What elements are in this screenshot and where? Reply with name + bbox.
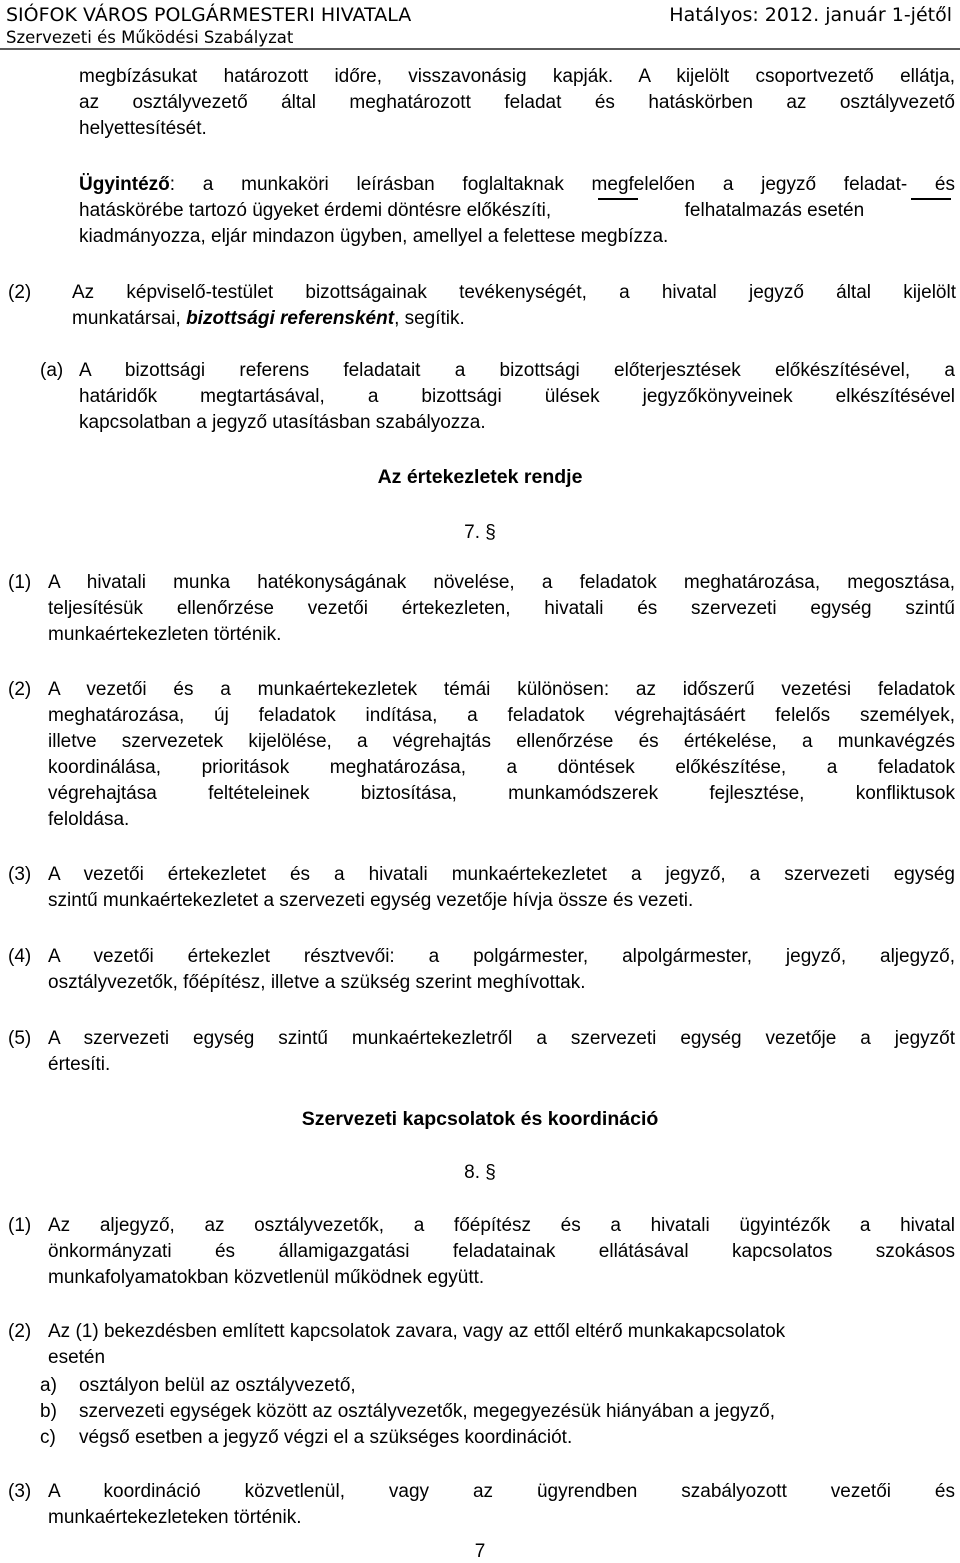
subparagraph-label: (a) [40, 360, 64, 381]
intro-line-1: megbízásukat határozott időre, visszavonásig kapják. A kijelölt csoportvezető ellátja, [79, 66, 955, 87]
page-header [0, 0, 960, 50]
s7p4-line-1: A vezetői értekezlet résztvevői: a polgármester, alpolgármester, jegyző, aljegyző, [48, 946, 955, 967]
s7p2-line-6: feloldása. [48, 809, 130, 830]
s7p1-line-1: A hivatali munka hatékonyságának növelése, a feladatok meghatározása, megosztása, [48, 572, 955, 593]
s8p3-line-2: munkaértekezleteken történik. [48, 1507, 302, 1528]
header-subtitle: Szervezeti és Működési Szabályzat [6, 28, 294, 47]
header-title: SIÓFOK VÁROS POLGÁRMESTERI HIVATALA [6, 4, 412, 26]
s7p2-line-2: meghatározása, új feladatok indítása, a feladatok végrehajtásáért felelős személyek, [48, 705, 955, 726]
p2a-line-3: kapcsolatban a jegyző utasításban szabályozza. [79, 412, 486, 433]
dash [598, 198, 638, 200]
s7p5-line-1: A szervezeti egység szintű munkaértekezletről a szervezeti egység vezetője a jegyzőt [48, 1028, 955, 1049]
p2-line-2: munkatársai, bizottsági referensként, segítik. [72, 308, 465, 329]
paragraph-number: (1) [8, 572, 32, 593]
p2a-line-1: A bizottsági referens feladatait a bizottsági előterjesztések előkészítésével, a [79, 360, 955, 381]
ugyintezo-line-1: Ügyintéző: a munkaköri leírásban foglaltaknak megfelelően a jegyző feladat- és [79, 174, 955, 195]
s8p1-line-2: önkormányzati és államigazgatási feladatainak ellátásával kapcsolatos szokásos [48, 1241, 955, 1262]
bizottsagi-referens-term: bizottsági referensként [186, 308, 395, 329]
s7p1-line-3: munkaértekezleten történik. [48, 624, 282, 645]
s8p2-line-1: Az (1) bekezdésben említett kapcsolatok zavara, vagy az ettől eltérő munkakapcsolatok [48, 1321, 786, 1342]
paragraph-number: (2) [8, 1321, 32, 1342]
section-number: 8. § [464, 1162, 496, 1183]
ugyintezo-line-3: kiadmányozza, eljár mindazon ügyben, amellyel a felettese megbízza. [79, 226, 669, 247]
s7p2-line-3: illetve szervezetek kijelölése, a végrehajtás ellenőrzése és értékelése, a munkavégzés [48, 731, 955, 752]
list-item-label: c) [40, 1427, 56, 1448]
p2-line-1: Az képviselő-testület bizottságainak tevékenységét, a hivatal jegyző által kijelölt [72, 282, 956, 303]
list-item-label: a) [40, 1375, 57, 1396]
section-heading: Az értekezletek rendje [377, 466, 583, 488]
section-number: 7. § [464, 522, 496, 543]
s7p5-line-2: értesíti. [48, 1054, 111, 1075]
paragraph-number: (3) [8, 864, 32, 885]
list-item-label: b) [40, 1401, 57, 1422]
s8p1-line-1: Az aljegyző, az osztályvezetők, a főépítész és a hivatali ügyintézők a hivatal [48, 1215, 955, 1236]
paragraph-number: (2) [8, 282, 32, 303]
paragraph-number: (1) [8, 1215, 32, 1236]
ugyintezo-term: Ügyintéző [79, 174, 170, 195]
paragraph-number: (2) [8, 679, 32, 700]
s7p2-line-4: koordinálása, prioritások meghatározása, a döntések előkészítése, a feladatok [48, 757, 955, 778]
s8p3-line-1: A koordináció közvetlenül, vagy az ügyrendben szabályozott vezetői és [48, 1481, 955, 1502]
ugyintezo-line-2: hatáskörébe tartozó ügyeket érdemi döntésre előkészíti, felhatalmazás esetén [79, 198, 955, 224]
s7p3-line-1: A vezetői értekezletet és a hivatali munkaértekezletet a jegyző, a szervezeti egység [48, 864, 955, 885]
s7p2-line-1: A vezetői és a munkaértekezletek témái különösen: az időszerű vezetési feladatok [48, 679, 955, 700]
s8p2-line-2: esetén [48, 1347, 106, 1368]
header-effective-date: Hatályos: 2012. január 1-jétől [669, 4, 952, 26]
intro-line-2: az osztályvezető által meghatározott feladat és hatáskörben az osztályvezető [79, 92, 955, 113]
list-item: végső esetben a jegyző végzi el a szükséges koordinációt. [79, 1427, 573, 1448]
s8p1-line-3: munkafolyamatokban közvetlenül működnek együtt. [48, 1267, 485, 1288]
list-item: osztályon belül az osztályvezető, [79, 1375, 356, 1396]
page-number: 7 [474, 1541, 486, 1562]
dash [911, 198, 951, 200]
list-item: szervezeti egységek között az osztályvezetők, megegyezésük hiányában a jegyző, [79, 1401, 775, 1422]
paragraph-number: (5) [8, 1028, 32, 1049]
s7p3-line-2: szintű munkaértekezletet a szervezeti egység vezetője hívja össze és vezeti. [48, 890, 694, 911]
s7p1-line-2: teljesítésük ellenőrzése vezetői értekezleten, hivatali és szervezeti egység szintű [48, 598, 955, 619]
p2a-line-2: határidők megtartásával, a bizottsági ülések jegyzőkönyveinek elkészítésével [79, 386, 955, 407]
s7p2-line-5: végrehajtása feltételeinek biztosítása, munkamódszerek fejlesztése, konfliktusok [48, 783, 955, 804]
section-heading: Szervezeti kapcsolatok és koordináció [301, 1108, 659, 1130]
s7p4-line-2: osztályvezetők, főépítész, illetve a szükség szerint meghívottak. [48, 972, 586, 993]
intro-line-3: helyettesítését. [79, 118, 207, 139]
paragraph-number: (4) [8, 946, 32, 967]
paragraph-number: (3) [8, 1481, 32, 1502]
